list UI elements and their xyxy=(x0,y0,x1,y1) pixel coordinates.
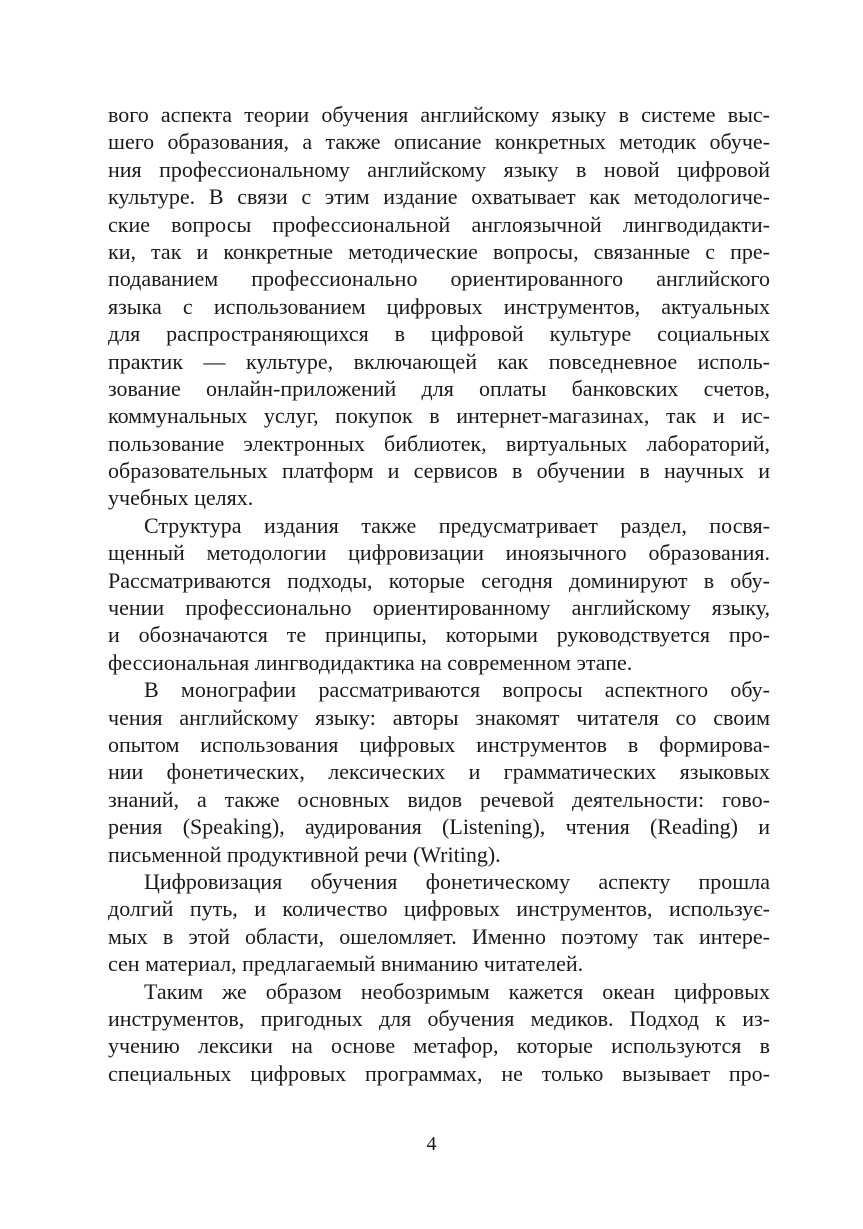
text-line: коммунальных услуг, покупок в интернет-магазинах, так и ис- xyxy=(108,403,770,429)
text-line: вого аспекта теории обучения английскому языку в системе выс- xyxy=(108,102,770,127)
text-line: ния профессиональному английскому языку в новой цифровой xyxy=(108,156,770,182)
text-line: шего образования, а также описание конкретных методик обуче- xyxy=(108,129,770,155)
text-line: инструментов, пригодных для обучения медиков. Подход к из- xyxy=(108,1005,770,1031)
text-line: учебных целях. xyxy=(108,485,254,511)
text-line: рения (Speaking), аудирования (Listening), чтения (Reading) и xyxy=(108,814,770,840)
text-line: долгий путь, и количество цифровых инструментов, использує- xyxy=(108,896,770,922)
text-line: мых в этой области, ошеломляет. Именно поэтому так интере- xyxy=(108,923,770,949)
paragraph-5 xyxy=(108,978,770,1088)
text-line: языка с использованием цифровых инструментов, актуальных xyxy=(108,293,770,319)
text-line: опытом использования цифровых инструментов в формирова- xyxy=(108,731,770,757)
paragraph-1 xyxy=(108,101,770,512)
page-body xyxy=(108,101,770,1087)
text-line: Таким же образом необозримым кажется океан цифровых xyxy=(144,978,770,1004)
text-line: В монографии рассматриваются вопросы аспектного обу- xyxy=(144,677,770,703)
text-line: знаний, а также основных видов речевой деятельности: гово- xyxy=(108,786,770,812)
text-line: ские вопросы профессиональной англоязычной лингводидакти- xyxy=(108,211,770,237)
page-number: 4 xyxy=(426,1133,437,1155)
text-line: образовательных платформ и сервисов в обучении в научных и xyxy=(108,458,770,484)
text-line: Структура издания также предусматривает раздел, посвя- xyxy=(144,512,770,538)
text-line: Цифровизация обучения фонетическому аспекту прошла xyxy=(144,868,770,894)
text-line: и обозначаются те принципы, которыми руководствуется про- xyxy=(108,622,770,648)
text-line: чении профессионально ориентированному английскому языку, xyxy=(108,595,770,621)
text-line: практик — культуре, включающей как повседневное исполь- xyxy=(108,348,770,374)
text-line: письменной продуктивной речи (Writing). xyxy=(108,841,501,867)
paragraph-3 xyxy=(108,676,770,868)
text-line: сен материал, предлагаемый вниманию читателей. xyxy=(108,951,584,977)
text-line: учению лексики на основе метафор, которые используются в xyxy=(108,1033,770,1059)
text-line: щенный методологии цифровизации иноязычного образования. xyxy=(108,540,770,566)
text-line: специальных цифровых программах, не только вызывает про- xyxy=(108,1060,770,1086)
text-line: культуре. В связи с этим издание охватывает как методологиче- xyxy=(108,184,770,210)
text-line: нии фонетических, лексических и грамматических языковых xyxy=(108,759,770,785)
text-line: ки, так и конкретные методические вопросы, связанные с пре- xyxy=(108,238,770,264)
paragraph-4 xyxy=(108,868,770,978)
text-line: для распространяющихся в цифровой культуре социальных xyxy=(108,321,770,347)
text-line: подаванием профессионально ориентированного английского xyxy=(108,266,770,292)
text-line: пользование электронных библиотек, виртуальных лабораторий, xyxy=(108,430,770,456)
paragraph-2 xyxy=(108,512,770,676)
text-line: Рассматриваются подходы, которые сегодня доминируют в обу- xyxy=(108,567,770,593)
text-line: зование онлайн-приложений для оплаты банковских счетов, xyxy=(108,375,770,401)
text-line: фессиональная лингводидактика на современном этапе. xyxy=(108,649,633,675)
text-line: чения английскому языку: авторы знакомят читателя со своим xyxy=(108,704,770,730)
